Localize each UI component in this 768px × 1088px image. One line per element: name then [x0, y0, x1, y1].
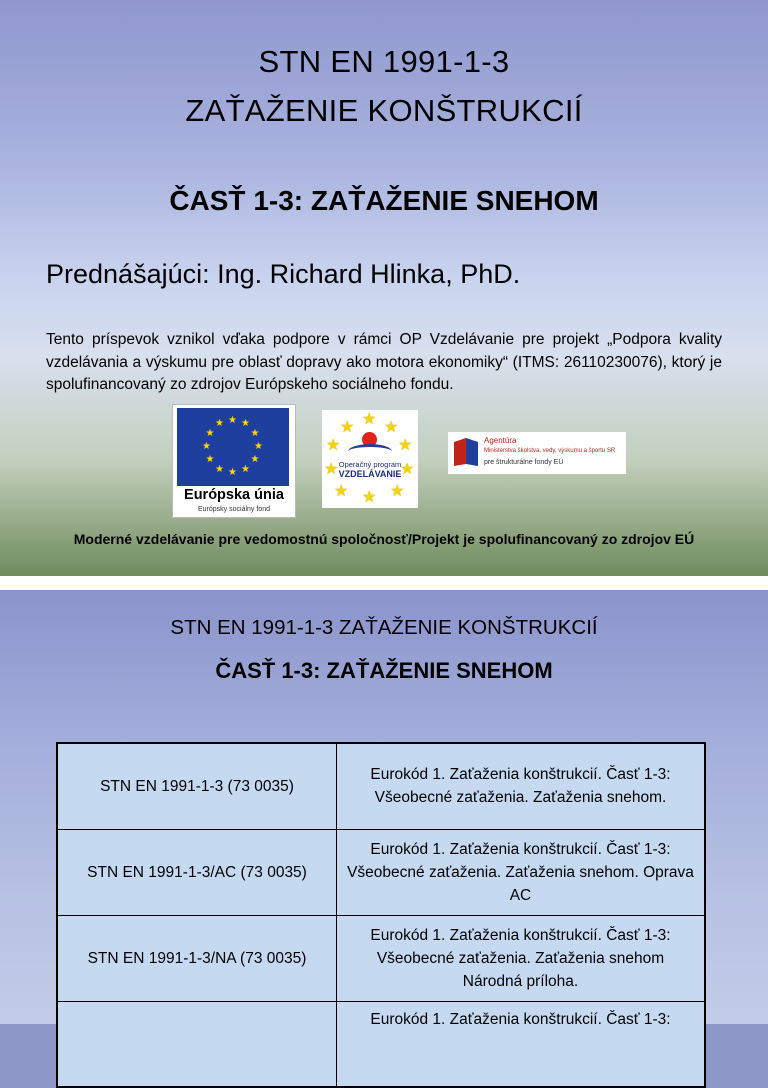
funding-paragraph: Tento príspevok vznikol vďaka podpore v rámci OP Vzdelávanie pre projekt „Podpora kvality vzdelávania a výskumu pre oblasť dopravy ako motora ekonomiky“ (ITMS: 26110230076), ktorý je spolufinancovaný zo zdrojov Európskeho sociálneho fondu. — [46, 331, 722, 393]
eu-star-icon: ★ — [241, 418, 250, 430]
eu-star-icon: ★ — [228, 415, 237, 426]
op-vzdelavanie-logo — [322, 410, 418, 508]
standard-description: Eurokód 1. Zaťaženia konštrukcií. Časť 1-3: — [337, 1001, 706, 1087]
op-star-icon: ★ — [400, 461, 415, 478]
standards-table — [56, 742, 706, 1088]
standard-code: STN EN 1991-1-3 (73 0035) — [57, 743, 337, 829]
eu-star-icon: ★ — [215, 418, 224, 430]
agency-line3: pre štrukturálne fondy EÚ — [484, 459, 564, 466]
op-star-icon: ★ — [326, 437, 341, 454]
eu-star-icon: ★ — [254, 441, 263, 452]
table-row — [57, 915, 705, 1001]
op-star-icon: ★ — [324, 461, 339, 478]
eu-star-icon: ★ — [250, 428, 260, 439]
agency-book-icon — [452, 436, 480, 468]
slide-title-line1: STN EN 1991-1-3 — [258, 44, 510, 79]
content-slide-subtitle: ČASŤ 1-3: ZAŤAŽENIE SNEHOM — [215, 658, 553, 683]
standard-description: Eurokód 1. Zaťaženia konštrukcií. Časť 1-3: Všeobecné zaťaženia. Zaťaženia snehom Národná príloha. — [337, 915, 706, 1001]
op-star-icon: ★ — [384, 419, 399, 436]
op-star-icon: ★ — [362, 489, 377, 506]
op-star-icon: ★ — [334, 483, 349, 500]
eu-logo-subtitle: Európsky sociálny fond — [198, 506, 270, 513]
standard-code: STN EN 1991-1-3/NA (73 0035) — [57, 915, 337, 1001]
eu-star-icon: ★ — [202, 441, 211, 452]
eu-star-icon: ★ — [250, 454, 260, 465]
eu-flag-icon — [177, 408, 289, 486]
eu-star-icon: ★ — [205, 428, 215, 439]
eu-star-icon: ★ — [228, 467, 237, 478]
eu-star-icon: ★ — [241, 463, 250, 475]
op-arc-icon — [348, 444, 392, 459]
standard-code: STN EN 1991-1-3/AC (73 0035) — [57, 829, 337, 915]
slide-title-line2: ZAŤAŽENIE KONŠTRUKCIÍ — [185, 93, 583, 128]
table-row — [57, 1001, 705, 1087]
eu-logo-title: Európska únia — [184, 487, 284, 503]
table-row — [57, 829, 705, 915]
standard-description: Eurokód 1. Zaťaženia konštrukcií. Časť 1-3: Všeobecné zaťaženia. Zaťaženia snehom. — [337, 743, 706, 829]
agency-logo — [448, 432, 626, 474]
slide-footer: Moderné vzdelávanie pre vedomostnú spoločnosť/Projekt je spolufinancovaný zo zdrojov EÚ — [73, 531, 695, 547]
standard-code — [57, 1001, 337, 1087]
slide-separator — [0, 576, 768, 590]
op-logo-line2: VZDELÁVANIE — [338, 469, 402, 479]
eu-star-icon: ★ — [205, 454, 215, 465]
lecturer-name: Prednášajúci: Ing. Richard Hlinka, PhD. — [46, 259, 521, 289]
eu-star-icon: ★ — [215, 463, 224, 475]
op-star-icon: ★ — [362, 411, 377, 428]
standard-description: Eurokód 1. Zaťaženia konštrukcií. Časť 1-3: Všeobecné zaťaženia. Zaťaženia snehom. Oprava AC — [337, 829, 706, 915]
content-slide-title: STN EN 1991-1-3 ZAŤAŽENIE KONŠTRUKCIÍ — [170, 616, 598, 639]
table-row — [57, 743, 705, 829]
op-logo-line1: Operačný program — [338, 460, 402, 469]
op-star-icon: ★ — [398, 437, 413, 454]
agency-line2: Ministerstva školstva, vedy, výskumu a športu SR — [484, 448, 616, 454]
slide-subtitle: ČASŤ 1-3: ZAŤAŽENIE SNEHOM — [169, 185, 599, 216]
eu-logo — [172, 404, 296, 518]
op-star-icon: ★ — [340, 419, 355, 436]
agency-line1: Agentúra — [484, 436, 517, 445]
op-star-icon: ★ — [390, 483, 405, 500]
